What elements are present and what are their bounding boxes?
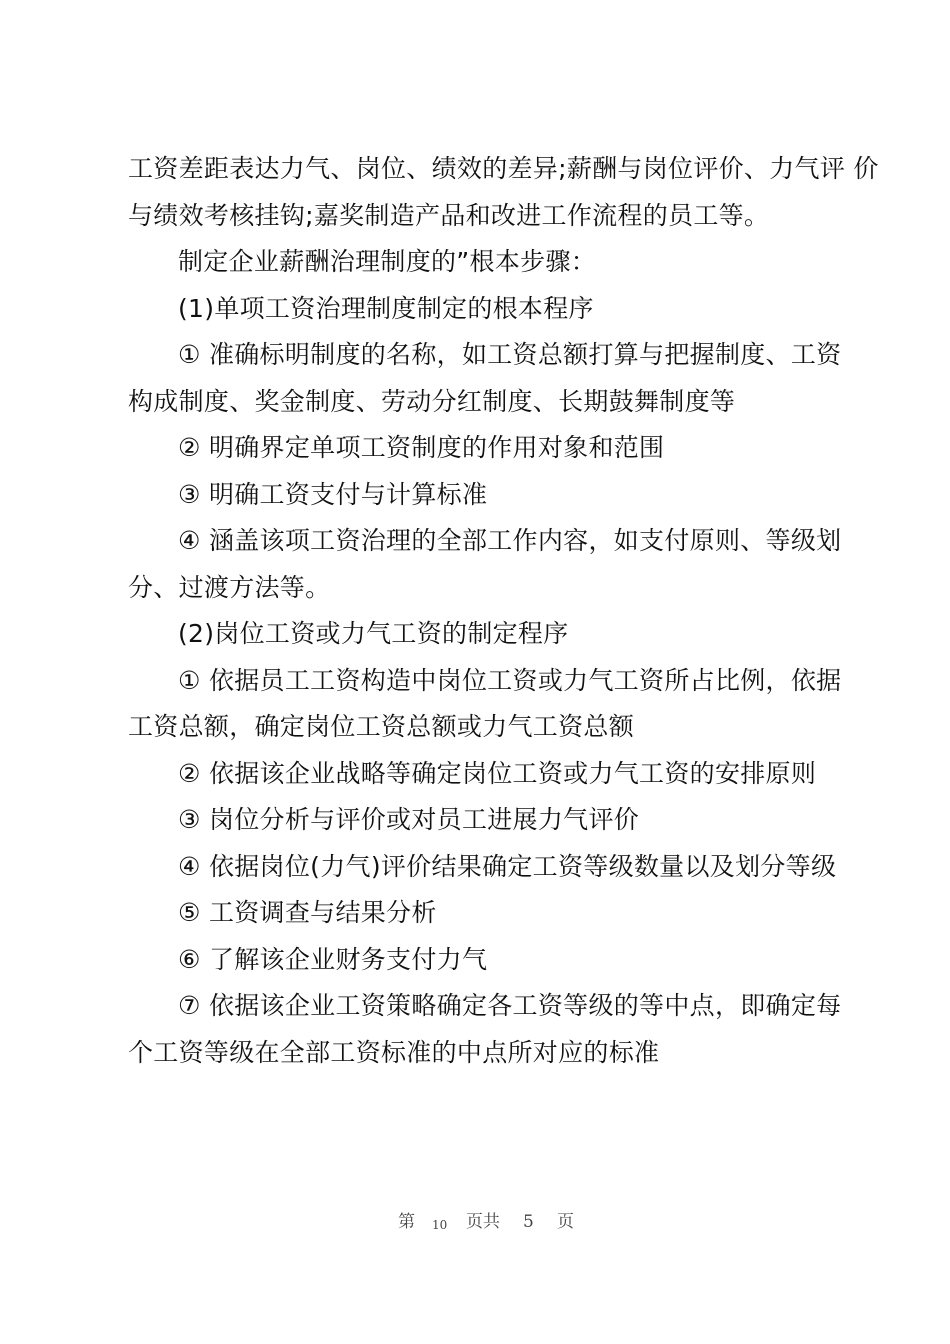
list-item: [128, 332, 848, 379]
list-item: [128, 844, 848, 891]
list-item: [128, 983, 848, 1030]
text-line: ⑤ 工资调查与结果分析: [178, 898, 437, 927]
text-line: 工资差距表达力气、岗位、绩效的差异;薪酬与岗位评价、力气评 价: [128, 154, 879, 183]
list-item: [128, 518, 848, 565]
text-line: (1)单项工资治理制度制定的根本程序: [178, 293, 594, 323]
paragraph: [128, 146, 879, 239]
text-line: ③ 岗位分析与评价或对员工进展力气评价: [178, 805, 640, 834]
list-item: [128, 472, 848, 519]
page-footer: [0, 1210, 950, 1234]
text-line: 构成制度、奖金制度、劳动分红制度、长期鼓舞制度等: [128, 386, 736, 416]
text-line: ④ 依据岗位(力气)评价结果确定工资等级数量以及划分等级: [178, 851, 837, 881]
text-line: ① 准确标明制度的名称，如工资总额打算与把握制度、工资: [178, 340, 842, 369]
list-item: [128, 937, 848, 984]
paragraph: [128, 239, 848, 286]
footer-total-pages: 5: [523, 1212, 534, 1232]
text-line: ② 依据该企业战略等确定岗位工资或力气工资的安排原则: [178, 758, 817, 788]
text-line: 分、过渡方法等。: [128, 572, 331, 602]
list-item-continuation: [128, 704, 848, 751]
footer-di-label: 第: [398, 1212, 415, 1232]
footer-ye-label: 页: [557, 1212, 574, 1232]
list-item: [128, 658, 848, 705]
text-line: ⑥ 了解该企业财务支付力气: [178, 944, 488, 974]
text-line: 与绩效考核挂钩;嘉奖制造产品和改进工作流程的员工等。: [128, 200, 770, 230]
list-item: [128, 890, 848, 937]
text-line: ① 依据员工工资构造中岗位工资或力气工资所占比例，依据: [178, 665, 842, 695]
text-line: 个工资等级在全部工资标准的中点所对应的标准: [128, 1037, 660, 1067]
text-line: ④ 涵盖该项工资治理的全部工作内容，如支付原则、等级划: [178, 526, 842, 555]
list-item-continuation: [128, 379, 848, 426]
text-line: ③ 明确工资支付与计算标准: [178, 479, 488, 509]
section-heading: [128, 611, 848, 658]
text-line: ② 明确界定单项工资制度的作用对象和范围: [178, 433, 665, 462]
list-item: [128, 797, 848, 844]
list-item-continuation: [128, 565, 848, 612]
list-item-continuation: [128, 1030, 848, 1077]
footer-page-total-label: 页共: [466, 1212, 500, 1232]
footer-page-number: 10: [432, 1218, 448, 1232]
text-line: (2)岗位工资或力气工资的制定程序: [178, 619, 569, 648]
document-body: [128, 146, 879, 1076]
text-line: 制定企业薪酬治理制度的”根本步骤：: [178, 247, 597, 276]
list-item: [128, 425, 848, 472]
text-line: 工资总额，确定岗位工资总额或力气工资总额: [128, 712, 635, 741]
section-heading: [128, 286, 848, 333]
text-line: ⑦ 依据该企业工资策略确定各工资等级的等中点，即确定每: [178, 991, 842, 1020]
list-item: [128, 751, 848, 798]
